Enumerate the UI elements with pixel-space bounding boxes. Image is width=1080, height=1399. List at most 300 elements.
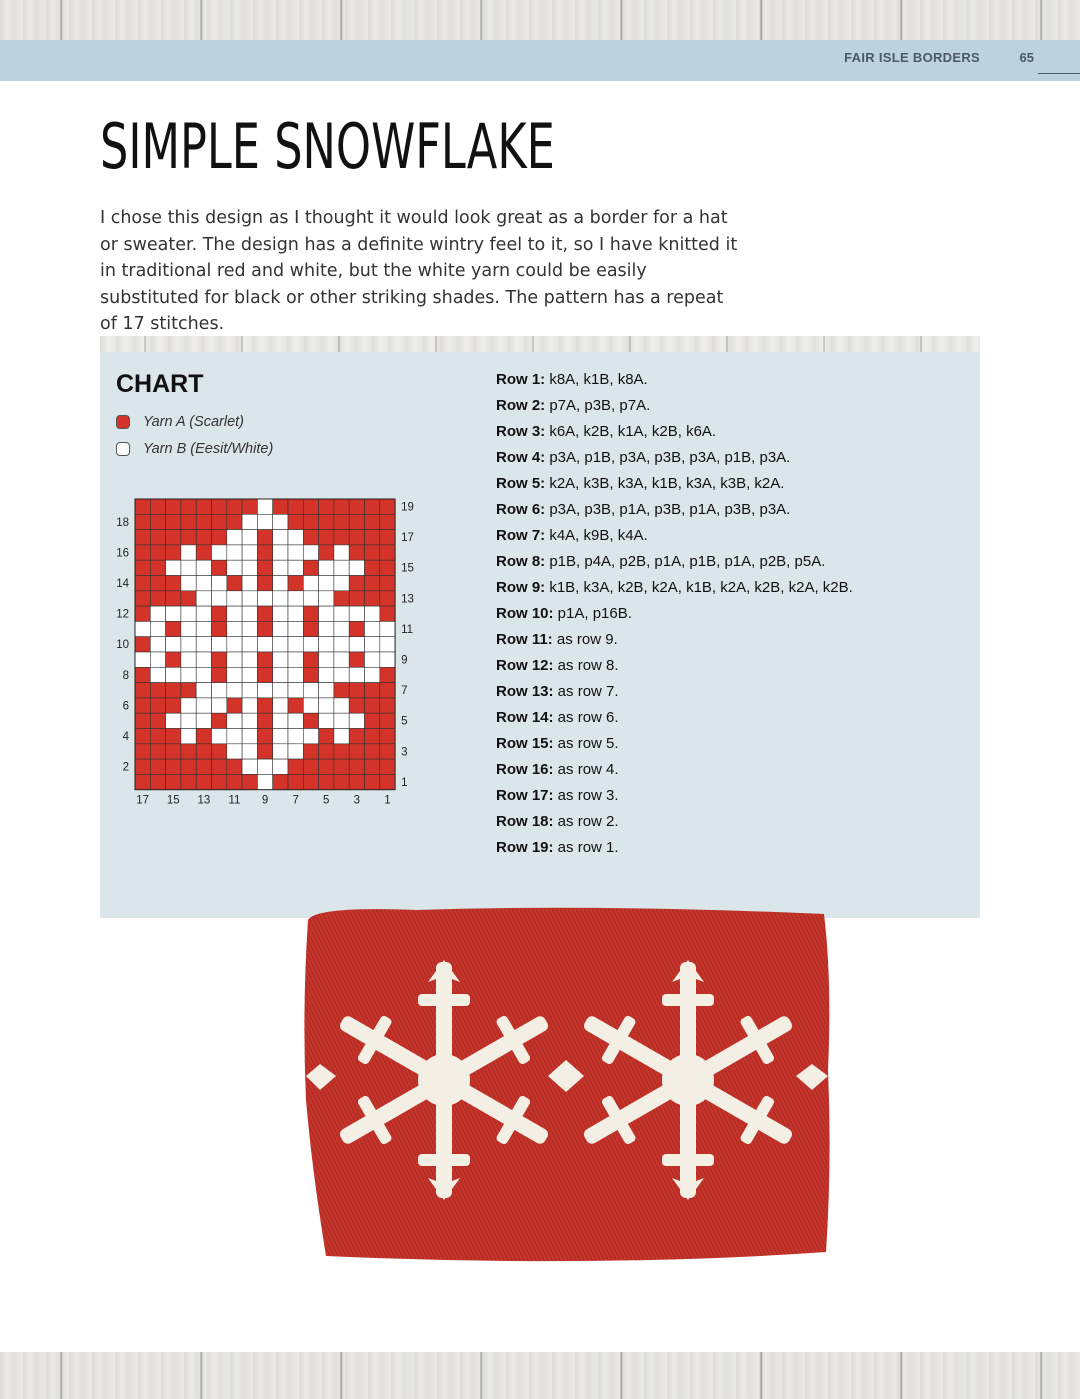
chart-cell bbox=[288, 637, 303, 652]
chart-cell bbox=[166, 606, 181, 621]
chart-cell bbox=[303, 576, 318, 591]
page-number-rule bbox=[1038, 73, 1080, 74]
chart-cell bbox=[135, 591, 150, 606]
chart-cell bbox=[365, 759, 380, 774]
column-label: 17 bbox=[136, 794, 150, 807]
chart-cell bbox=[196, 637, 211, 652]
chart-cell bbox=[334, 713, 349, 728]
chart-cell bbox=[273, 683, 288, 698]
wood-texture-top bbox=[0, 0, 1080, 40]
chart-cell bbox=[257, 683, 272, 698]
wood-texture-bottom bbox=[0, 1352, 1080, 1399]
chart-cell bbox=[227, 667, 242, 682]
chart-cell bbox=[257, 698, 272, 713]
chart-cell bbox=[135, 744, 150, 759]
chart-cell bbox=[288, 576, 303, 591]
row-label-right: 1 bbox=[401, 776, 408, 789]
chart-cell bbox=[135, 759, 150, 774]
chart-cell bbox=[196, 759, 211, 774]
chart-cell bbox=[365, 744, 380, 759]
row-label-left: 14 bbox=[116, 577, 129, 590]
chart-cell bbox=[212, 698, 227, 713]
chart-cell bbox=[273, 499, 288, 514]
chart-cell bbox=[227, 606, 242, 621]
row-instruction bbox=[496, 500, 966, 526]
chart-cell bbox=[227, 759, 242, 774]
chart-cell bbox=[365, 545, 380, 560]
chart-cell bbox=[227, 514, 242, 529]
row-instruction bbox=[496, 760, 966, 786]
row-number: Row 8: bbox=[496, 553, 546, 570]
chart-cell bbox=[288, 774, 303, 789]
row-label-right: 7 bbox=[401, 685, 408, 698]
row-instructions bbox=[496, 370, 966, 864]
row-stitches: p7A, p3B, p7A. bbox=[545, 397, 651, 414]
chart-cell bbox=[319, 560, 334, 575]
row-instruction bbox=[496, 786, 966, 812]
chart-cell bbox=[181, 545, 196, 560]
chart-cell bbox=[273, 606, 288, 621]
chart-cell bbox=[242, 621, 257, 636]
row-stitches: p1A, p16B. bbox=[553, 605, 632, 622]
chart-cell bbox=[303, 729, 318, 744]
chart-cell bbox=[242, 729, 257, 744]
chart-cell bbox=[196, 499, 211, 514]
chart-cell bbox=[349, 576, 364, 591]
row-instruction bbox=[496, 812, 966, 838]
chart-cell bbox=[135, 530, 150, 545]
row-instruction bbox=[496, 838, 966, 864]
chart-cell bbox=[227, 729, 242, 744]
chart-cell bbox=[319, 759, 334, 774]
chart-cell bbox=[288, 530, 303, 545]
chart-cell bbox=[150, 514, 165, 529]
chart-cell bbox=[365, 729, 380, 744]
chart-cell bbox=[380, 576, 395, 591]
chart-cell bbox=[242, 774, 257, 789]
chart-cell bbox=[380, 637, 395, 652]
chart-cell bbox=[212, 759, 227, 774]
chart-cell bbox=[181, 560, 196, 575]
chart-cell bbox=[257, 560, 272, 575]
chart-cell bbox=[380, 530, 395, 545]
chart-cell bbox=[257, 606, 272, 621]
chart-cell bbox=[349, 667, 364, 682]
chart-cell bbox=[196, 606, 211, 621]
chart-cell bbox=[334, 729, 349, 744]
row-stitches: as row 1. bbox=[553, 839, 619, 856]
chart-cell bbox=[181, 621, 196, 636]
chart-cell bbox=[181, 713, 196, 728]
chart-cell bbox=[365, 698, 380, 713]
chart-cell bbox=[273, 514, 288, 529]
chart-cell bbox=[303, 759, 318, 774]
chart-cell bbox=[365, 637, 380, 652]
column-label: 5 bbox=[323, 794, 330, 807]
chart-cell bbox=[227, 652, 242, 667]
chart-cell bbox=[212, 530, 227, 545]
chart-cell bbox=[334, 576, 349, 591]
chart-cell bbox=[135, 606, 150, 621]
row-number: Row 7: bbox=[496, 527, 546, 544]
chart-cell bbox=[334, 621, 349, 636]
chart-cell bbox=[288, 713, 303, 728]
chart-cell bbox=[135, 514, 150, 529]
chart-cell bbox=[365, 499, 380, 514]
chart-cell bbox=[166, 591, 181, 606]
row-stitches: as row 6. bbox=[553, 709, 619, 726]
chart-cell bbox=[242, 499, 257, 514]
chart-cell bbox=[166, 759, 181, 774]
chart-cell bbox=[380, 591, 395, 606]
chart-cell bbox=[380, 698, 395, 713]
column-label: 9 bbox=[261, 794, 269, 807]
chart-cell bbox=[288, 698, 303, 713]
chart-cell bbox=[319, 729, 334, 744]
row-label-left: 8 bbox=[122, 669, 129, 682]
knitted-swatch-photo bbox=[296, 900, 836, 1275]
chart-cell bbox=[288, 729, 303, 744]
row-number: Row 4: bbox=[496, 449, 546, 466]
row-instruction bbox=[496, 682, 966, 708]
chart-cell bbox=[288, 606, 303, 621]
chart-cell bbox=[319, 621, 334, 636]
chart-cell bbox=[181, 637, 196, 652]
row-label-left: 4 bbox=[122, 730, 129, 743]
chart-cell bbox=[380, 621, 395, 636]
chart-cell bbox=[135, 621, 150, 636]
chart-cell bbox=[257, 759, 272, 774]
chart-cell bbox=[196, 545, 211, 560]
chart-cell bbox=[288, 621, 303, 636]
row-number: Row 19: bbox=[496, 839, 554, 856]
chart-cell bbox=[319, 545, 334, 560]
chart-cell bbox=[166, 576, 181, 591]
chart-cell bbox=[380, 514, 395, 529]
row-stitches: as row 2. bbox=[553, 813, 619, 830]
chart-cell bbox=[319, 698, 334, 713]
chart-cell bbox=[212, 606, 227, 621]
chart-cell bbox=[273, 576, 288, 591]
chart-cell bbox=[365, 606, 380, 621]
panel-wood-strip bbox=[100, 336, 980, 352]
chart-cell bbox=[227, 683, 242, 698]
row-number: Row 16: bbox=[496, 761, 554, 778]
legend-swatch-scarlet bbox=[116, 415, 130, 429]
chart-cell bbox=[212, 621, 227, 636]
chart-cell bbox=[196, 729, 211, 744]
row-stitches: k1B, k3A, k2B, k2A, k1B, k2A, k2B, k2A, k2B. bbox=[545, 579, 853, 596]
row-label-right: 3 bbox=[401, 746, 408, 759]
column-label: 13 bbox=[197, 794, 211, 807]
chart-cell bbox=[227, 698, 242, 713]
chart-cell bbox=[303, 530, 318, 545]
chart-cell bbox=[349, 499, 364, 514]
chart-cell bbox=[150, 591, 165, 606]
chart-cell bbox=[365, 774, 380, 789]
chart-cell bbox=[181, 774, 196, 789]
row-stitches: as row 4. bbox=[553, 761, 619, 778]
chart-cell bbox=[135, 683, 150, 698]
chart-cell bbox=[288, 545, 303, 560]
chart-cell bbox=[181, 683, 196, 698]
chart-cell bbox=[257, 621, 272, 636]
chart-cell bbox=[257, 530, 272, 545]
chart-cell bbox=[227, 637, 242, 652]
chart-cell bbox=[273, 652, 288, 667]
chart-cell bbox=[334, 530, 349, 545]
chart-cell bbox=[380, 667, 395, 682]
chart-cell bbox=[196, 652, 211, 667]
chart-cell bbox=[166, 545, 181, 560]
chart-cell bbox=[349, 514, 364, 529]
chart-cell bbox=[166, 698, 181, 713]
chart-cell bbox=[334, 591, 349, 606]
chart-cell bbox=[257, 667, 272, 682]
legend-label: Yarn B (Eesit/White) bbox=[143, 441, 274, 457]
chart-cell bbox=[135, 698, 150, 713]
chart-cell bbox=[257, 576, 272, 591]
chart-cell bbox=[150, 606, 165, 621]
chart-cell bbox=[181, 652, 196, 667]
chart-cell bbox=[212, 514, 227, 529]
chart-cell bbox=[334, 774, 349, 789]
chart-cell bbox=[380, 729, 395, 744]
knitting-chart bbox=[110, 495, 420, 815]
chart-cell bbox=[212, 591, 227, 606]
chart-cell bbox=[380, 652, 395, 667]
chart-cell bbox=[181, 606, 196, 621]
chart-cell bbox=[319, 514, 334, 529]
chart-cell bbox=[242, 606, 257, 621]
chart-cell bbox=[196, 713, 211, 728]
row-label-right: 9 bbox=[401, 654, 408, 667]
chart-cell bbox=[273, 545, 288, 560]
chart-cell bbox=[166, 683, 181, 698]
chart-cell bbox=[288, 667, 303, 682]
legend-swatch-white bbox=[116, 442, 130, 456]
chart-cell bbox=[319, 576, 334, 591]
row-label-left: 10 bbox=[116, 639, 129, 652]
chart-cell bbox=[273, 530, 288, 545]
chart-cell bbox=[334, 744, 349, 759]
row-instruction bbox=[496, 734, 966, 760]
chart-cell bbox=[212, 545, 227, 560]
chart-cell bbox=[334, 545, 349, 560]
chart-cell bbox=[181, 499, 196, 514]
chart-cell bbox=[303, 698, 318, 713]
chart-cell bbox=[227, 499, 242, 514]
chart-cell bbox=[166, 652, 181, 667]
chart-heading: CHART bbox=[116, 370, 204, 398]
chart-cell bbox=[212, 637, 227, 652]
chart-cell bbox=[212, 499, 227, 514]
chart-cell bbox=[365, 683, 380, 698]
chart-cell bbox=[227, 560, 242, 575]
chart-cell bbox=[319, 667, 334, 682]
row-number: Row 9: bbox=[496, 579, 546, 596]
chart-cell bbox=[196, 530, 211, 545]
chart-cell bbox=[181, 530, 196, 545]
chart-cell bbox=[257, 713, 272, 728]
chart-cell bbox=[242, 637, 257, 652]
chart-cell bbox=[380, 545, 395, 560]
chart-cell bbox=[181, 759, 196, 774]
chart-cell bbox=[196, 621, 211, 636]
chart-cell bbox=[196, 774, 211, 789]
chart-cell bbox=[242, 576, 257, 591]
chart-cell bbox=[349, 560, 364, 575]
chart-cell bbox=[288, 744, 303, 759]
chart-cell bbox=[212, 713, 227, 728]
chart-cell bbox=[303, 774, 318, 789]
row-instruction bbox=[496, 474, 966, 500]
chart-cell bbox=[196, 744, 211, 759]
row-instruction bbox=[496, 656, 966, 682]
chart-cell bbox=[227, 774, 242, 789]
chart-cell bbox=[303, 545, 318, 560]
chart-cell bbox=[303, 744, 318, 759]
chart-cell bbox=[319, 637, 334, 652]
row-number: Row 15: bbox=[496, 735, 554, 752]
chart-cell bbox=[150, 652, 165, 667]
row-stitches: k6A, k2B, k1A, k2B, k6A. bbox=[545, 423, 717, 440]
row-label-left: 6 bbox=[122, 700, 129, 713]
chart-cell bbox=[150, 774, 165, 789]
row-label-left: 12 bbox=[116, 608, 129, 621]
row-label-right: 11 bbox=[401, 623, 414, 636]
chart-cell bbox=[227, 713, 242, 728]
chart-cell bbox=[349, 545, 364, 560]
row-number: Row 1: bbox=[496, 371, 546, 388]
chart-cell bbox=[242, 514, 257, 529]
chart-cell bbox=[334, 667, 349, 682]
chart-cell bbox=[303, 591, 318, 606]
chart-cell bbox=[349, 637, 364, 652]
chart-cell bbox=[303, 637, 318, 652]
row-stitches: as row 7. bbox=[553, 683, 619, 700]
chart-cell bbox=[303, 560, 318, 575]
chart-cell bbox=[273, 759, 288, 774]
chart-cell bbox=[166, 530, 181, 545]
chart-cell bbox=[196, 698, 211, 713]
chart-cell bbox=[212, 744, 227, 759]
chart-cell bbox=[227, 576, 242, 591]
row-instruction bbox=[496, 604, 966, 630]
row-label-right: 5 bbox=[401, 715, 408, 728]
chart-cell bbox=[257, 637, 272, 652]
chart-cell bbox=[227, 744, 242, 759]
chart-cell bbox=[135, 774, 150, 789]
chart-cell bbox=[365, 560, 380, 575]
row-stitches: as row 9. bbox=[552, 631, 618, 648]
row-stitches: p1B, p4A, p2B, p1A, p1B, p1A, p2B, p5A. bbox=[545, 553, 826, 570]
row-instruction bbox=[496, 448, 966, 474]
chart-cell bbox=[227, 621, 242, 636]
chart-cell bbox=[257, 652, 272, 667]
chart-cell bbox=[319, 606, 334, 621]
chart-cell bbox=[288, 499, 303, 514]
chart-cell bbox=[257, 591, 272, 606]
chart-cell bbox=[273, 774, 288, 789]
row-label-left: 2 bbox=[122, 761, 129, 774]
chart-cell bbox=[273, 729, 288, 744]
row-label-left: 18 bbox=[116, 516, 129, 529]
chart-cell bbox=[365, 667, 380, 682]
chart-cell bbox=[166, 637, 181, 652]
chart-cell bbox=[242, 744, 257, 759]
row-number: Row 10: bbox=[496, 605, 554, 622]
chart-cell bbox=[380, 560, 395, 575]
chart-cell bbox=[303, 499, 318, 514]
row-label-right: 19 bbox=[401, 501, 414, 514]
row-stitches: as row 8. bbox=[553, 657, 619, 674]
chart-cell bbox=[319, 499, 334, 514]
chart-cell bbox=[334, 606, 349, 621]
row-number: Row 12: bbox=[496, 657, 554, 674]
chart-cell bbox=[365, 713, 380, 728]
chart-cell bbox=[303, 683, 318, 698]
page-number: 65 bbox=[1019, 50, 1034, 65]
chart-cell bbox=[319, 591, 334, 606]
chart-cell bbox=[181, 591, 196, 606]
chart-cell bbox=[227, 545, 242, 560]
chart-cell bbox=[319, 713, 334, 728]
chart-cell bbox=[380, 774, 395, 789]
chart-cell bbox=[288, 652, 303, 667]
chart-cell bbox=[196, 683, 211, 698]
chart-cell bbox=[242, 545, 257, 560]
chart-cell bbox=[349, 744, 364, 759]
chart-cell bbox=[212, 729, 227, 744]
chart-cell bbox=[181, 667, 196, 682]
chart-cell bbox=[166, 774, 181, 789]
chart-cell bbox=[334, 499, 349, 514]
chart-cell bbox=[303, 667, 318, 682]
chart-cell bbox=[349, 683, 364, 698]
row-instruction bbox=[496, 708, 966, 734]
chart-cell bbox=[257, 729, 272, 744]
chart-cell bbox=[150, 499, 165, 514]
chart-cell bbox=[212, 576, 227, 591]
chart-cell bbox=[181, 576, 196, 591]
chart-cell bbox=[349, 652, 364, 667]
chart-cell bbox=[181, 744, 196, 759]
chart-cell bbox=[135, 729, 150, 744]
row-instruction bbox=[496, 422, 966, 448]
chart-cell bbox=[288, 560, 303, 575]
row-number: Row 2: bbox=[496, 397, 546, 414]
chart-cell bbox=[166, 514, 181, 529]
chart-cell bbox=[212, 560, 227, 575]
chart-cell bbox=[349, 729, 364, 744]
chart-cell bbox=[242, 698, 257, 713]
chart-cell bbox=[150, 530, 165, 545]
chart-cell bbox=[303, 652, 318, 667]
chart-cell bbox=[150, 713, 165, 728]
chart-cell bbox=[334, 652, 349, 667]
chart-cell bbox=[150, 667, 165, 682]
chart-cell bbox=[181, 729, 196, 744]
chart-cell bbox=[196, 514, 211, 529]
chart-cell bbox=[349, 759, 364, 774]
chart-cell bbox=[334, 560, 349, 575]
chart-cell bbox=[166, 560, 181, 575]
chart-cell bbox=[150, 729, 165, 744]
chart-cell bbox=[334, 698, 349, 713]
chart-cell bbox=[242, 667, 257, 682]
chart-cell bbox=[181, 698, 196, 713]
